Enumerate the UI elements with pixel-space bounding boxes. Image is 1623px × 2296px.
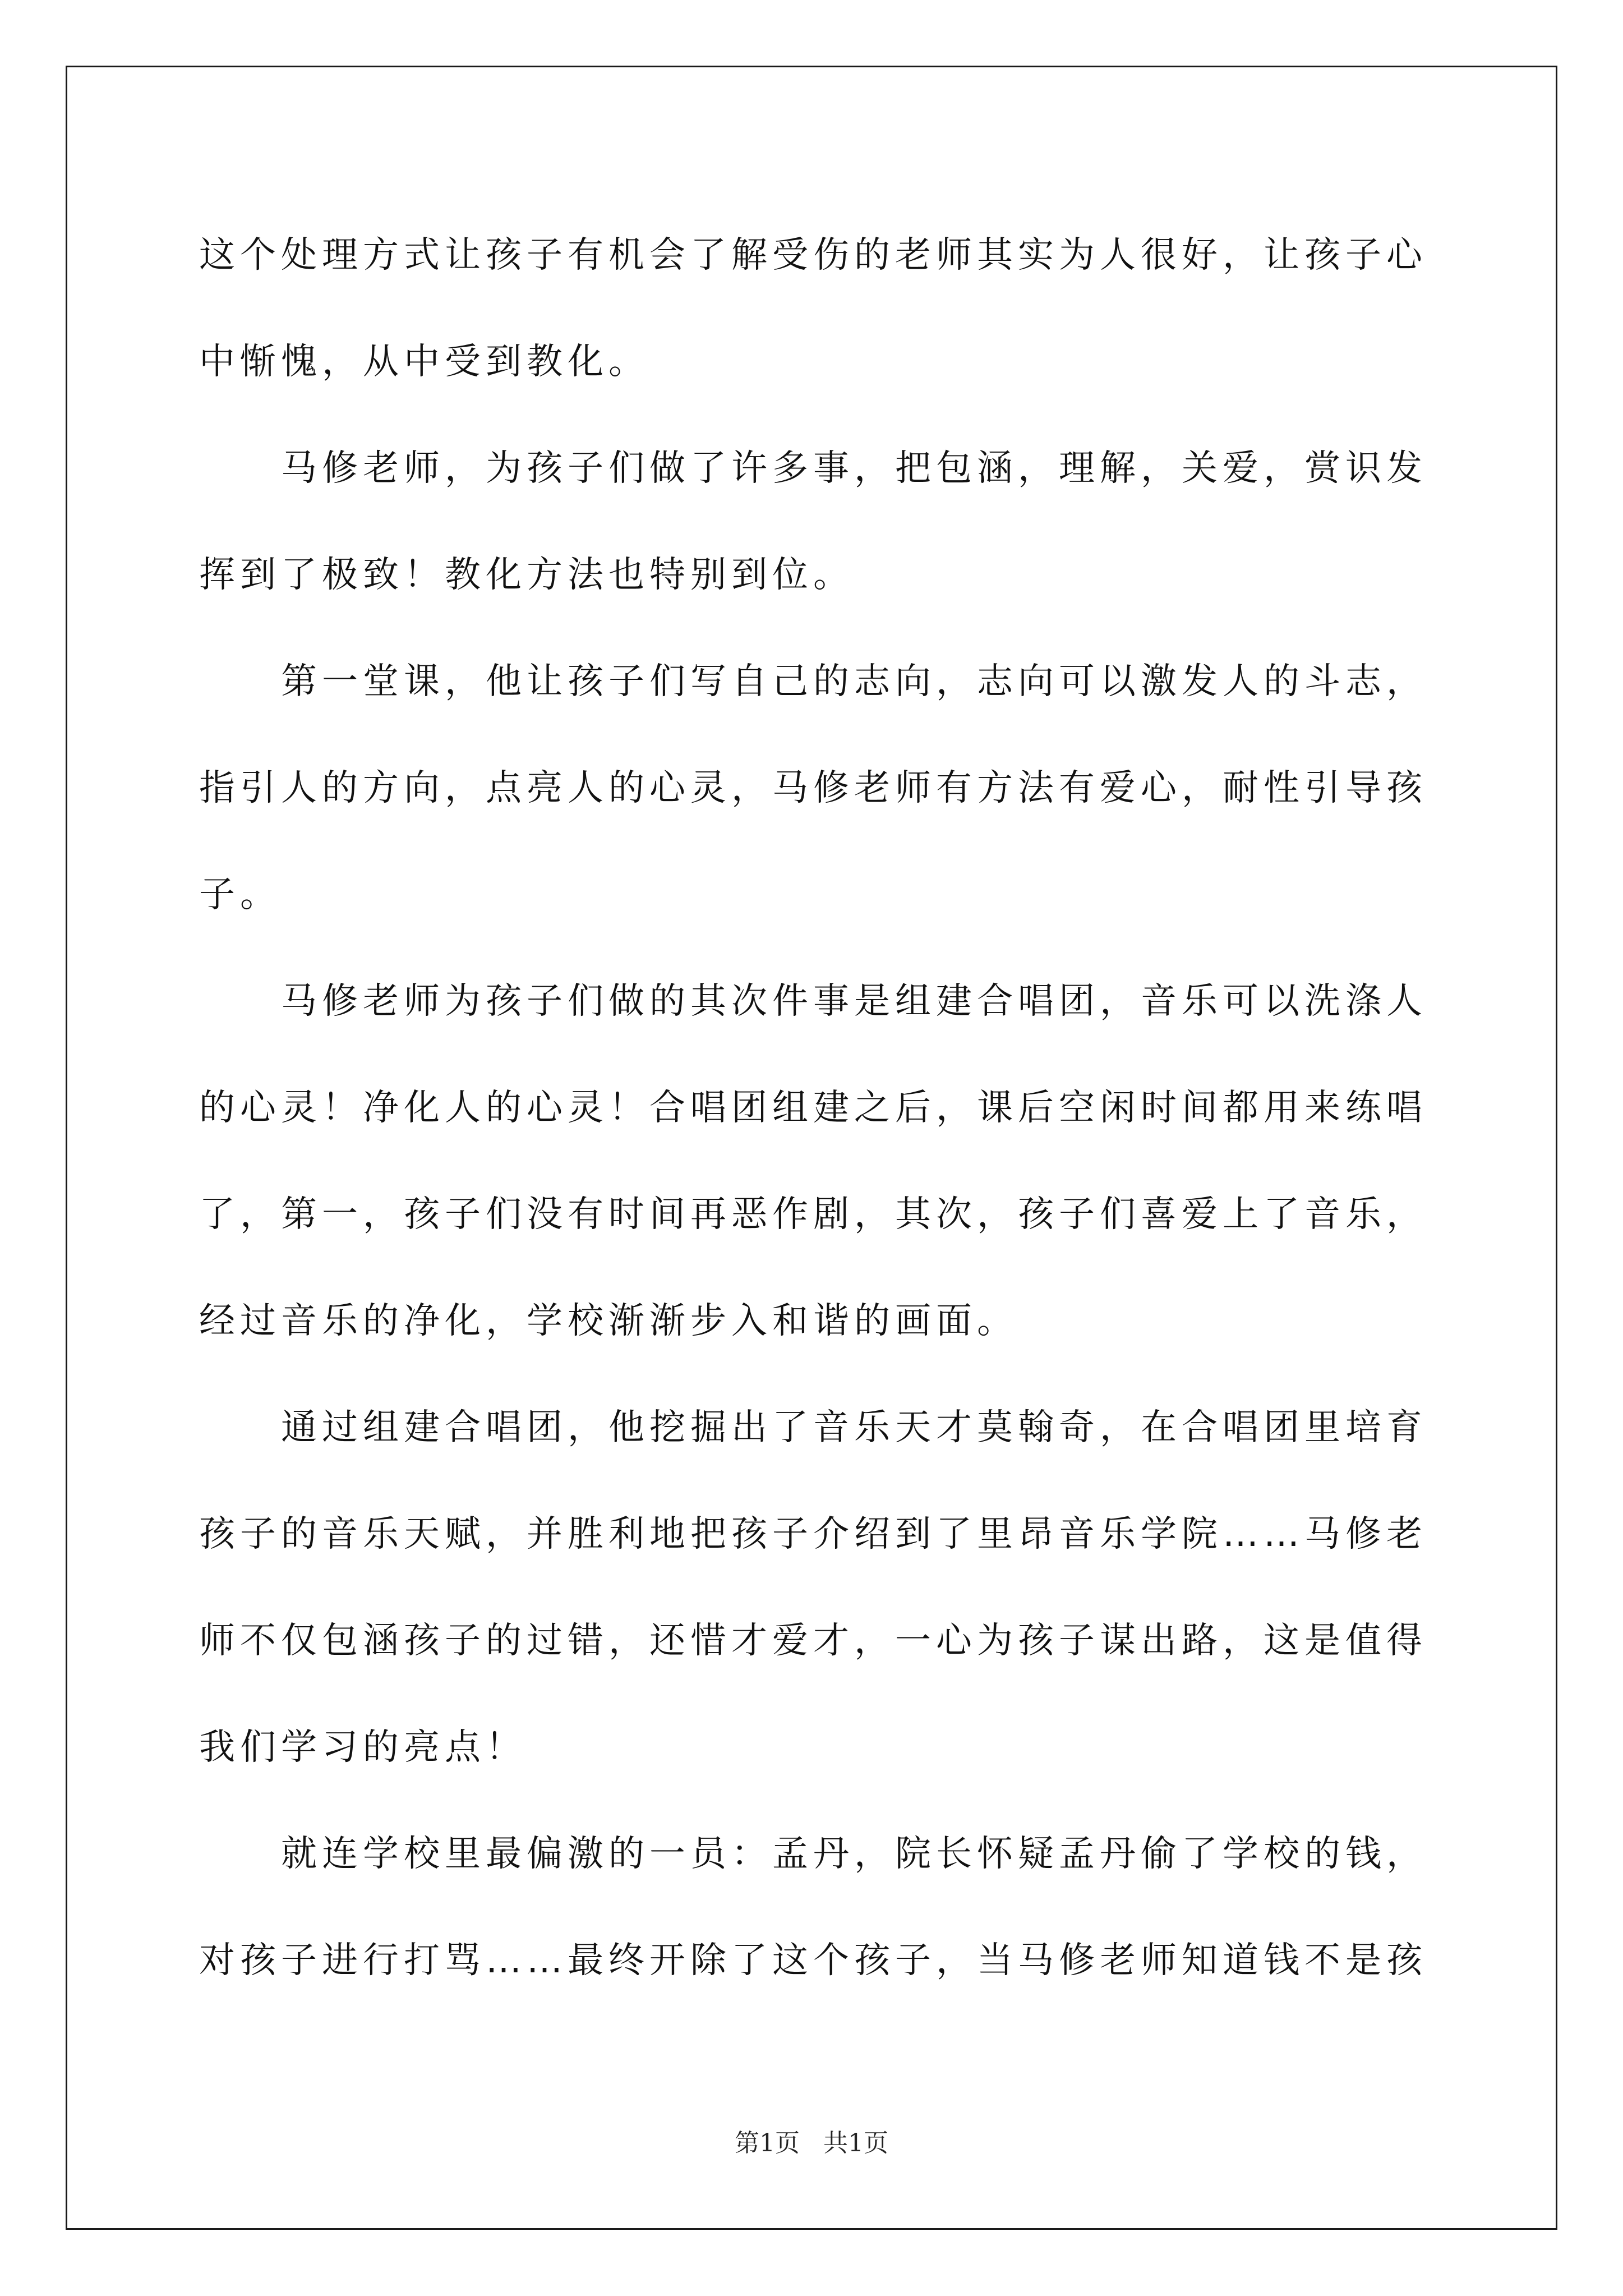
document-body bbox=[199, 202, 1427, 2014]
paragraph-2: 马修老师，为孩子们做了许多事，把包涵，理解，关爱，赏识发挥到了极致！教化方法也特别到位。 bbox=[199, 448, 1427, 596]
paragraph-1: 这个处理方式让孩子有机会了解受伤的老师其实为人很好，让孩子心中惭愧，从中受到教化。 bbox=[199, 234, 1427, 383]
page-footer bbox=[0, 2123, 1623, 2159]
paragraph-3: 第一堂课，他让孩子们写自己的志向，志向可以激发人的斗志，指引人的方向，点亮人的心灵，马修老师有方法有爱心，耐性引导孩子。 bbox=[199, 661, 1427, 915]
paragraph-4: 马修老师为孩子们做的其次件事是组建合唱团，音乐可以洗涤人的心灵！净化人的心灵！合唱团组建之后，课后空闲时间都用来练唱了，第一，孩子们没有时间再恶作剧，其次，孩子们喜爱上了音乐，经过音乐的净化，学校渐渐步入和谐的画面。 bbox=[199, 981, 1427, 1342]
page-total: 共1页 bbox=[823, 2129, 888, 2157]
page-number: 第1页 bbox=[735, 2129, 800, 2157]
paragraph-5: 通过组建合唱团，他挖掘出了音乐天才莫翰奇，在合唱团里培育孩子的音乐天赋，并胜利地把孩子介绍到了里昂音乐学院……马修老师不仅包涵孩子的过错，还惜才爱才，一心为孩子谋出路，这是值得我们学习的亮点！ bbox=[199, 1407, 1427, 1768]
paragraph-6: 就连学校里最偏激的一员：孟丹，院长怀疑孟丹偷了学校的钱，对孩子进行打骂……最终开除了这个孩子，当马修老师知道钱不是孩 bbox=[199, 1833, 1427, 1981]
